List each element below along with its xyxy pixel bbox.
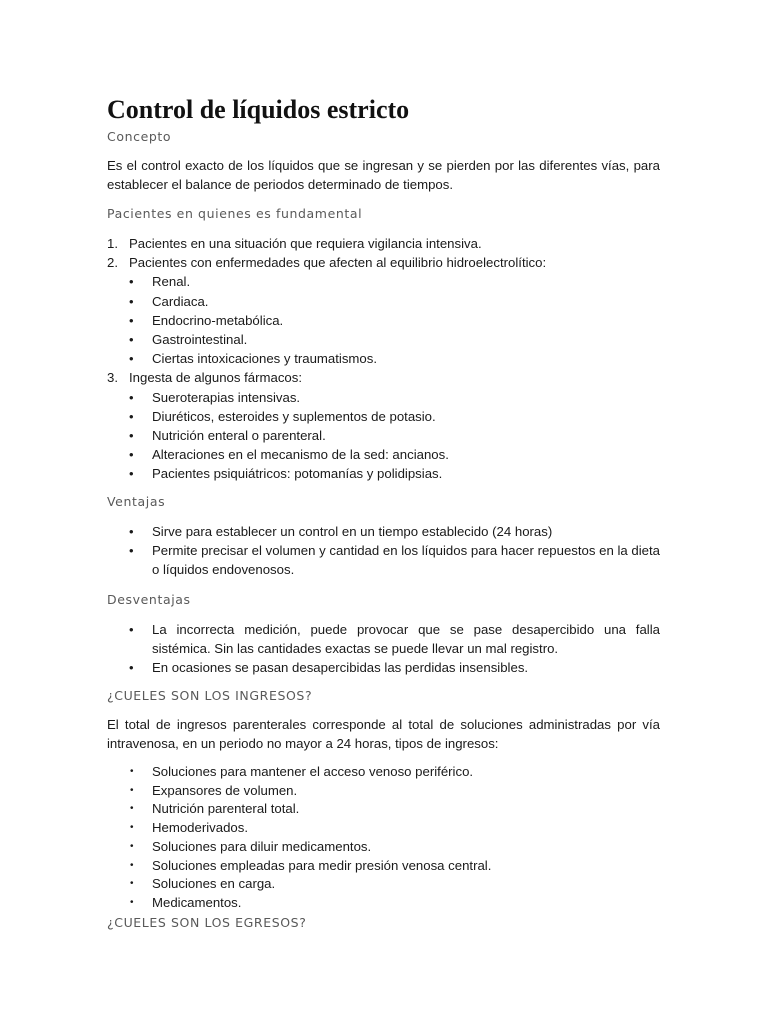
list-item-text: La incorrecta medición, puede provocar que se pase desapercibido una falla sistémica. Sin las cantidades exactas se puede llevar un mal registro.: [152, 622, 660, 657]
list-item: [107, 782, 660, 801]
list-item-text: Soluciones en carga.: [152, 876, 276, 892]
bullet-icon: •: [129, 622, 134, 637]
bullet-icon: •: [129, 293, 134, 309]
numbered-list-item: [107, 253, 660, 368]
list-item: [107, 894, 660, 913]
bullet-icon: •: [129, 332, 134, 348]
pacientes-list: [107, 234, 660, 484]
list-item-text: Soluciones para diluir medicamentos.: [152, 838, 372, 854]
list-item-text: Ciertas intoxicaciones y traumatismos.: [152, 351, 377, 367]
list-item-text: Soluciones empleadas para medir presión venosa central.: [152, 857, 492, 873]
egresos-heading: ¿CUELES SON LOS EGRESOS?: [107, 915, 307, 930]
bullet-icon: •: [129, 351, 134, 367]
list-item-text: Hemoderivados.: [152, 820, 249, 836]
ingresos-paragraph: El total de ingresos parenterales corresponde al total de soluciones administradas por vía intravenosa, en un periodo no mayor a 24 horas, tipos de ingresos:: [107, 717, 660, 751]
sub-list-item: [129, 426, 660, 445]
list-item-text: Sirve para establecer un control en un tiempo establecido (24 horas): [152, 524, 553, 539]
ventajas-heading: Ventajas: [107, 494, 166, 509]
sub-list-item: [129, 311, 660, 330]
sub-list-item: [129, 388, 660, 407]
bullet-icon: •: [129, 274, 134, 290]
sub-list: [129, 272, 660, 368]
list-item: [107, 857, 660, 876]
list-item-text: Permite precisar el volumen y cantidad en los líquidos para hacer repuestos en la dieta o líquidos endovenosos.: [152, 543, 661, 578]
list-item-text: Gastrointestinal.: [152, 332, 248, 348]
list-item-text: Alteraciones en el mecanismo de la sed: ancianos.: [152, 447, 449, 463]
concepto-paragraph: Es el control exacto de los líquidos que se ingresan y se pierden por las diferentes vías, para establecer el balance de periodos determinado de tiempos.: [107, 158, 660, 192]
sub-list-item: [129, 349, 660, 368]
bullet-icon: •: [129, 312, 134, 328]
bullet-icon: •: [130, 859, 134, 871]
bullet-icon: •: [129, 524, 134, 539]
list-item: [107, 763, 660, 782]
list-item: [107, 541, 660, 579]
ventajas-list: [107, 522, 660, 580]
pacientes-heading: Pacientes en quienes es fundamental: [107, 206, 363, 221]
bullet-icon: •: [129, 428, 134, 444]
list-item-text: Nutrición parenteral total.: [152, 801, 300, 817]
list-item: [107, 875, 660, 894]
numbered-list-item: [107, 368, 660, 483]
bullet-icon: •: [129, 660, 134, 676]
list-item-text: Pacientes psiquiátricos: potomanías y polidipsias.: [152, 466, 443, 482]
list-item-text: Expansores de volumen.: [152, 782, 298, 798]
list-item-text: Cardiaca.: [152, 293, 209, 309]
sub-list-item: [129, 464, 660, 483]
bullet-icon: •: [129, 543, 134, 559]
list-item: [107, 620, 660, 658]
bullet-icon: •: [130, 766, 134, 777]
desventajas-heading: Desventajas: [107, 592, 191, 607]
list-item-text: Sueroterapias intensivas.: [152, 389, 301, 405]
list-item: [107, 522, 660, 541]
numbered-list-item: [107, 234, 660, 253]
list-item-text: Medicamentos.: [152, 894, 242, 910]
list-item: [107, 658, 660, 677]
list-item: [107, 819, 660, 838]
list-item-text: Diuréticos, esteroides y suplementos de potasio.: [152, 408, 436, 424]
list-item-text: Pacientes en una situación que requiera vigilancia intensiva.: [129, 236, 482, 251]
ingresos-heading: ¿CUELES SON LOS INGRESOS?: [107, 688, 313, 703]
sub-list-item: [129, 445, 660, 464]
bullet-icon: •: [130, 878, 134, 890]
bullet-icon: •: [129, 466, 134, 482]
list-item-text: En ocasiones se pasan desapercibidas las perdidas insensibles.: [152, 660, 529, 676]
sub-list-item: [129, 292, 660, 311]
list-item-text: Pacientes con enfermedades que afecten al equilibrio hidroelectrolítico:: [129, 255, 547, 271]
list-item-text: Ingesta de algunos fármacos:: [129, 370, 303, 386]
list-item-text: Soluciones para mantener el acceso venoso periférico.: [152, 764, 474, 779]
list-number: 3.: [107, 370, 118, 386]
sub-list-item: [129, 330, 660, 349]
bullet-icon: •: [130, 896, 134, 908]
bullet-icon: •: [129, 447, 134, 463]
bullet-icon: •: [130, 822, 134, 834]
ingresos-list: [107, 763, 660, 913]
list-number: 1.: [107, 236, 118, 251]
bullet-icon: •: [129, 389, 134, 405]
list-item: [107, 838, 660, 857]
bullet-icon: •: [130, 803, 134, 815]
sub-list-item: [129, 407, 660, 426]
document-title: Control de líquidos estricto: [107, 95, 410, 124]
concepto-heading: Concepto: [107, 129, 172, 144]
bullet-icon: •: [130, 784, 134, 796]
sub-list-item: [129, 272, 660, 291]
list-item-text: Nutrición enteral o parenteral.: [152, 428, 326, 444]
sub-list: [129, 388, 660, 484]
list-item-text: Endocrino-metabólica.: [152, 312, 284, 328]
list-item: [107, 800, 660, 819]
bullet-icon: •: [129, 408, 134, 424]
list-number: 2.: [107, 255, 118, 271]
list-item-text: Renal.: [152, 274, 191, 290]
desventajas-list: [107, 620, 660, 678]
bullet-icon: •: [130, 840, 134, 852]
